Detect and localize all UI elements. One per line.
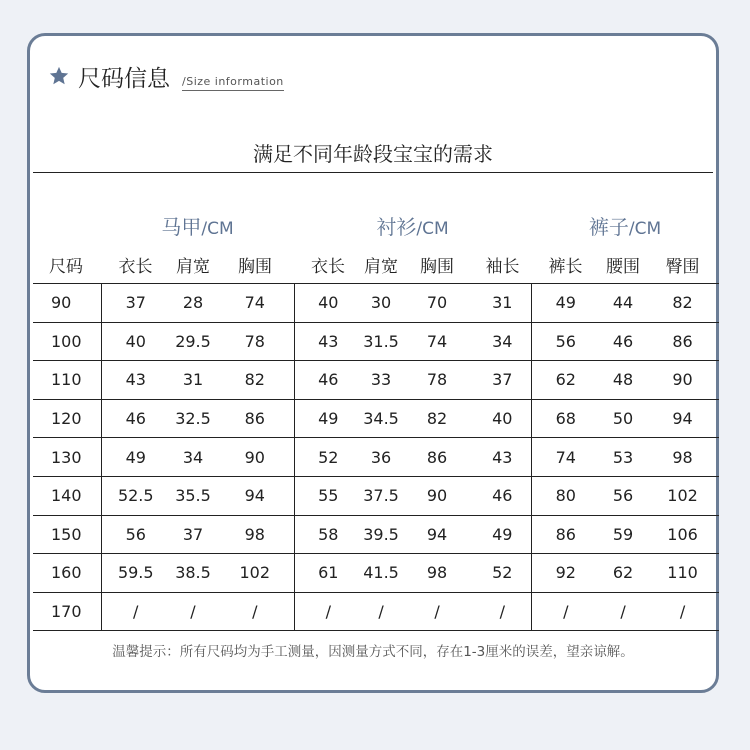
table-cell: 98	[216, 515, 294, 554]
section-title: 尺码信息	[78, 66, 170, 92]
column-header: 腰围	[606, 256, 641, 277]
group-spacer	[33, 205, 101, 245]
table-cell: 94	[216, 476, 294, 515]
table-cell: 98	[646, 438, 719, 477]
table-cell: 56	[600, 476, 646, 515]
table-cell: 55	[294, 476, 362, 515]
table-cell: 92	[531, 554, 600, 593]
column-header: 胸围	[238, 256, 273, 277]
table-cell: 31	[474, 284, 531, 323]
table-cell: 43	[101, 361, 170, 400]
size-cell: 90	[33, 284, 101, 323]
table-cell: 106	[646, 515, 719, 554]
table-cell: 49	[294, 399, 362, 438]
size-table	[33, 205, 719, 631]
section-header	[48, 60, 284, 93]
table-cell: 94	[400, 515, 474, 554]
table-row	[33, 554, 719, 593]
table-cell: /	[216, 592, 294, 631]
table-cell: 74	[400, 322, 474, 361]
table-cell: 61	[294, 554, 362, 593]
table-cell: 36	[362, 438, 400, 477]
table-cell: 46	[600, 322, 646, 361]
table-cell: 90	[400, 476, 474, 515]
table-row	[33, 438, 719, 477]
group-vest: 马甲/CM	[161, 214, 234, 239]
table-cell: 49	[101, 438, 170, 477]
table-row	[33, 592, 719, 631]
column-header-size: 尺码	[49, 256, 83, 277]
table-cell: 56	[531, 322, 600, 361]
size-cell: 170	[33, 592, 101, 631]
table-cell: 62	[531, 361, 600, 400]
column-header: 袖长	[485, 256, 520, 277]
table-cell: 50	[600, 399, 646, 438]
table-cell: 34.5	[362, 399, 400, 438]
table-cell: 34	[474, 322, 531, 361]
table-row	[33, 361, 719, 400]
table-cell: 33	[362, 361, 400, 400]
column-header: 衣长	[118, 256, 153, 277]
table-cell: 38.5	[170, 554, 216, 593]
table-cell: 32.5	[170, 399, 216, 438]
table-cell: 74	[531, 438, 600, 477]
headline: 满足不同年龄段宝宝的需求	[253, 142, 493, 166]
size-cell: 120	[33, 399, 101, 438]
group-shirt: 衬衫/CM	[376, 214, 449, 239]
column-header: 裤长	[548, 256, 583, 277]
table-cell: 46	[294, 361, 362, 400]
table-cell: 110	[646, 554, 719, 593]
table-cell: 59.5	[101, 554, 170, 593]
table-cell: 29.5	[170, 322, 216, 361]
table-cell: 35.5	[170, 476, 216, 515]
column-header: 肩宽	[176, 256, 210, 277]
table-row	[33, 476, 719, 515]
table-cell: /	[531, 592, 600, 631]
table-cell: 46	[474, 476, 531, 515]
table-cell: /	[600, 592, 646, 631]
table-cell: 43	[474, 438, 531, 477]
table-cell: 40	[294, 284, 362, 323]
divider	[33, 172, 713, 173]
table-cell: 70	[400, 284, 474, 323]
table-cell: 68	[531, 399, 600, 438]
column-header: 臀围	[665, 256, 700, 277]
table-cell: 82	[400, 399, 474, 438]
table-cell: 78	[400, 361, 474, 400]
table-cell: 90	[646, 361, 719, 400]
table-cell: 43	[294, 322, 362, 361]
table-cell: 74	[216, 284, 294, 323]
size-cell: 140	[33, 476, 101, 515]
size-cell: 110	[33, 361, 101, 400]
table-cell: /	[170, 592, 216, 631]
table-cell: 28	[170, 284, 216, 323]
table-cell: 41.5	[362, 554, 400, 593]
column-header: 肩宽	[364, 256, 399, 277]
table-row	[33, 399, 719, 438]
table-cell: 59	[600, 515, 646, 554]
table-row	[33, 515, 719, 554]
table-cell: 34	[170, 438, 216, 477]
table-cell: 52	[294, 438, 362, 477]
table-cell: /	[400, 592, 474, 631]
star-icon	[48, 65, 70, 87]
table-cell: 53	[600, 438, 646, 477]
table-cell: 102	[216, 554, 294, 593]
table-cell: 102	[646, 476, 719, 515]
column-header: 衣长	[311, 256, 346, 277]
size-cell: 100	[33, 322, 101, 361]
table-cell: 31	[170, 361, 216, 400]
table-cell: 37	[474, 361, 531, 400]
table-cell: /	[362, 592, 400, 631]
size-cell: 150	[33, 515, 101, 554]
table-cell: 86	[646, 322, 719, 361]
table-cell: 98	[400, 554, 474, 593]
table-cell: 37	[170, 515, 216, 554]
table-cell: 94	[646, 399, 719, 438]
footnote: 温馨提示：所有尺码均为手工测量，因测量方式不同，存在1-3厘米的误差，望亲谅解。	[112, 644, 634, 660]
table-cell: 90	[216, 438, 294, 477]
table-cell: 82	[216, 361, 294, 400]
table-cell: 56	[101, 515, 170, 554]
table-cell: 40	[474, 399, 531, 438]
table-cell: 78	[216, 322, 294, 361]
size-cell: 160	[33, 554, 101, 593]
table-cell: 48	[600, 361, 646, 400]
table-body	[33, 284, 719, 631]
table-cell: 49	[531, 284, 600, 323]
table-cell: /	[101, 592, 170, 631]
table-cell: /	[294, 592, 362, 631]
table-cell: 31.5	[362, 322, 400, 361]
section-subtitle: /Size information	[182, 75, 284, 91]
table-cell: 30	[362, 284, 400, 323]
table-cell: 46	[101, 399, 170, 438]
table-cell: 62	[600, 554, 646, 593]
table-cell: 58	[294, 515, 362, 554]
table-cell: 37	[101, 284, 170, 323]
table-cell: 82	[646, 284, 719, 323]
table-cell: /	[474, 592, 531, 631]
table-cell: 80	[531, 476, 600, 515]
table-row	[33, 322, 719, 361]
table-cell: 39.5	[362, 515, 400, 554]
size-cell: 130	[33, 438, 101, 477]
table-cell: 44	[600, 284, 646, 323]
table-cell: 86	[216, 399, 294, 438]
group-pants: 裤子/CM	[588, 214, 662, 239]
table-cell: 37.5	[362, 476, 400, 515]
table-row	[33, 284, 719, 323]
table-cell: 52.5	[101, 476, 170, 515]
size-info-card	[27, 33, 719, 693]
table-cell: 49	[474, 515, 531, 554]
table-cell: /	[646, 592, 719, 631]
table-cell: 86	[531, 515, 600, 554]
table-cell: 52	[474, 554, 531, 593]
column-header: 胸围	[420, 256, 455, 277]
table-cell: 40	[101, 322, 170, 361]
table-cell: 86	[400, 438, 474, 477]
